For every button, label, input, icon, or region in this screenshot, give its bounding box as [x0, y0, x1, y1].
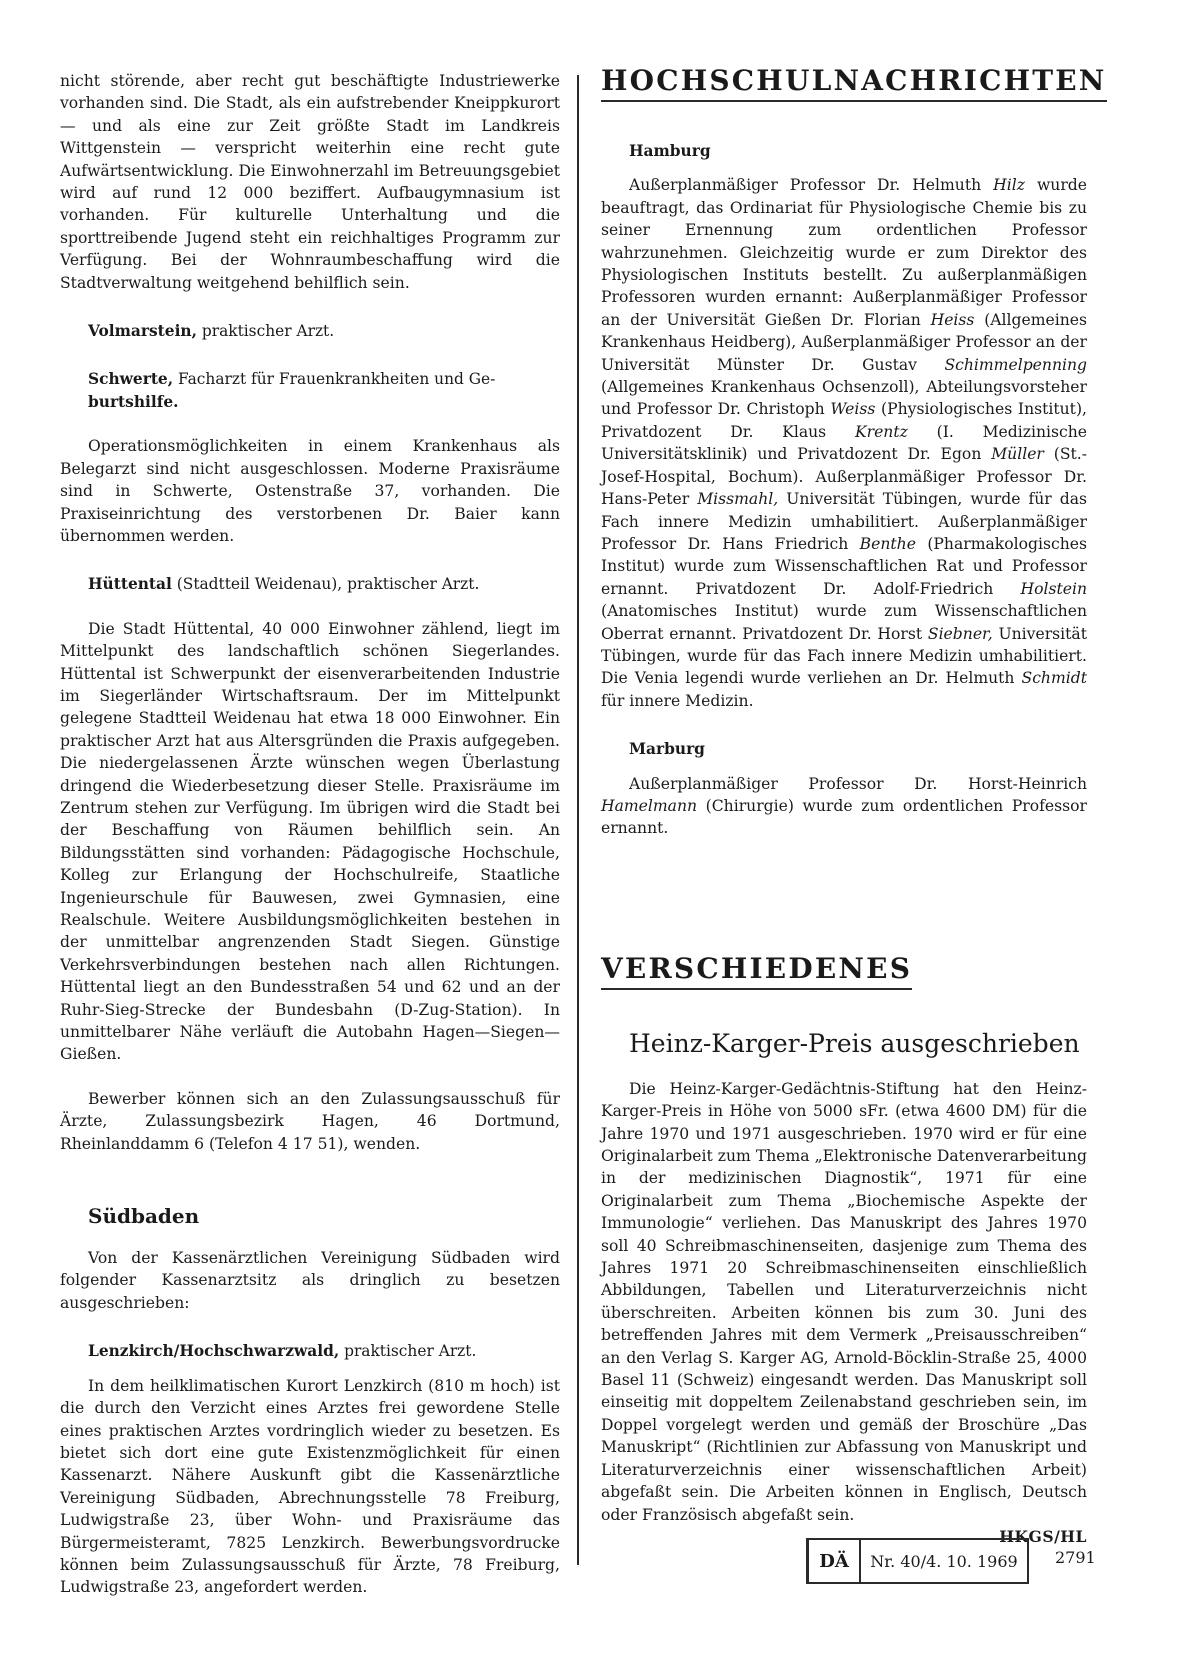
signature: HKGS/HL: [999, 1526, 1087, 1546]
paragraph-suedbaden: Von der Kassenärztlichen Vereinigung Südbaden wird folgender Kassenarztsitz als dringlich zu besetzen ausgeschrieben:: [60, 1249, 560, 1312]
person-name: Siebner,: [927, 624, 993, 643]
page-number: 2791: [1055, 1548, 1096, 1567]
person-name: Holstein: [1020, 579, 1087, 598]
person-name: Müller: [991, 445, 1044, 464]
journal-logo: DÄ: [806, 1540, 861, 1582]
person-name: Benthe: [859, 534, 916, 553]
paragraph-lenzkirch: In dem heilklimatischen Kurort Lenzkirch (810 m hoch) ist die durch den Verzicht eines Arztes frei gewordene Stelle eines praktischen Arztes vordringlich wieder zu besetzen. Es bietet sich dort eine gute Existenzmöglichkeit für einen Kassenarzt. Nähere Auskunft gibt die Kassenärztliche Vereinigung Südbaden, Abrechnungsstelle 78 Freiburg, Ludwigstraße 23, über Wohn- und Praxisräume das Bürgermeisteramt, 7825 Lenzkirch. Bewerbungsvordrucke können beim Zulassungsausschuß für Ärzte, 78 Freiburg, Ludwigstraße 23, angefordert werden.: [60, 1376, 560, 1597]
listing-detail-cont: burtshilfe.: [88, 392, 179, 411]
footer-box: [806, 1538, 1029, 1584]
article-body: Die Heinz-Karger-Gedächtnis-Stiftung hat den Heinz-Karger-Preis in Höhe von 5000 sFr. (etwa 4600 DM) für die Jahre 1970 und 1971 ausgeschrieben. 1970 wird er für eine Originalarbeit zum Thema „Elektronische Datenverarbeitung in der medizinischen Diagnostik“, 1971 für eine Originalarbeit zum Thema „Biochemische Aspekte der Immunologie“ verliehen. Das Manuskript des Jahres 1970 soll 40 Schreibmaschinenseiten, dasjenige zum Thema des Jahres 1971 20 Schreibmaschinenseiten einschließlich Abbildungen, Tabellen und Literaturverzeichnis nicht überschreiten. Arbeiten können bis zum 30. Juni des betreffenden Jahres mit dem Vermerk „Preisausschreiben“ an den Verlag S. Karger AG, Arnold-Böcklin-Straße 25, 4000 Basel 11 (Schweiz) eingesandt werden. Das Manuskript soll einseitig mit doppeltem Zeilenabstand geschrieben sein, im Doppel vorgelegt werden und gemäß der Broschüre „Das Manuskript“ (Richtlinien zur Abfassung von Manuskript und Literaturverzeichnis einer wissenschaftlichen Arbeit) abgefaßt sein. Die Arbeiten können in Englisch, Deutsch oder Französisch abgefaßt sein.: [601, 1079, 1087, 1524]
place-name: Hüttental: [88, 575, 172, 594]
left-column: [60, 70, 560, 1599]
section-title-hochschulnachrichten: HOCHSCHULNACHRICHTEN: [601, 64, 1107, 102]
person-name: Heiss: [930, 310, 975, 329]
listing-huettental: [60, 573, 560, 595]
heading-suedbaden: Südbaden: [88, 1204, 200, 1229]
place-name: Volmarstein,: [88, 322, 197, 341]
paragraph-schwerte: Operationsmöglichkeiten in einem Krankenhaus als Belegarzt sind nicht ausgeschlossen. Moderne Praxisräume sind in Schwerte, Ostenstraße 37, vorhanden. Die Praxiseinrichtung des verstorbenen Dr. Baier kann übernommen werden.: [60, 437, 560, 545]
person-name: Missmahl,: [697, 490, 779, 509]
person-name: Krentz: [854, 422, 908, 441]
column-divider: [577, 75, 579, 1565]
listing-detail: praktischer Arzt.: [196, 322, 335, 341]
paragraph-hamburg: Außerplanmäßiger Professor Dr. Helmuth Hilz wurde beauftragt, das Ordinariat für Physiologische Chemie bis zu seiner Ernennung zum ordentlichen Professor wahrzunehmen. Gleichzeitig wurde er zum Direktor des Physiologischen Instituts bestellt. Zu außerplanmäßigen Professoren wurden ernannt: Außerplanmäßiger Professor an der Universität Gießen Dr. Florian Heiss (Allgemeines Krankenhaus Heidberg), Außerplanmäßiger Professor an der Universität Münster Dr. Gustav Schimmelpenning (Allgemeines Krankenhaus Ochsenzoll), Abteilungsvorsteher und Professor Dr. Christoph Weiss (Physiologisches Institut), Privatdozent Dr. Klaus Krentz (I. Medizinische Universitätsklinik) und Privatdozent Dr. Egon Müller (St.-Josef-Hospital, Bochum). Außerplanmäßiger Professor Dr. Hans-Peter Missmahl, Universität Tübingen, wurde für das Fach innere Medizin umhabilitiert. Außerplanmäßiger Professor Dr. Hans Friedrich Benthe (Pharmakologisches Institut) wurde zum Wissenschaftlichen Rat und Professor ernannt. Privatdozent Dr. Adolf-Friedrich Holstein (Anatomisches Institut) wurde zum Wissenschaftlichen Oberrat ernannt. Privatdozent Dr. Horst Siebner, Universität Tübingen, wurde für das Fach innere Medizin umhabilitiert. Die Venia legendi wurde verliehen an Dr. Helmuth Schmidt für innere Medizin.: [601, 176, 1088, 710]
section-title-verschiedenes: VERSCHIEDENES: [601, 952, 912, 990]
listing-detail: praktischer Arzt.: [339, 1342, 477, 1361]
person-name: Schmidt: [1021, 669, 1087, 688]
issue-info: Nr. 40/4. 10. 1969: [870, 1551, 1018, 1571]
listing-schwerte: Schwerte, Facharzt für Frauenkrankheiten und Ge- burtshilfe.: [88, 370, 496, 411]
listing-volmarstein: [60, 320, 560, 342]
paragraph-intro: nicht störende, aber recht gut beschäftigte Industriewerke vorhanden sind. Die Stadt, als ein aufstrebender Kneippkurort — und als eine zur Zeit größte Stadt im Landkreis Wittgenstein — verspricht weiterhin eine recht gute Aufwärtsentwicklung. Die Einwohnerzahl im Betreuungsgebiet wird auf rund 12 000 beziffert. Aufbaugymnasium ist vorhanden. Für kulturelle Unterhaltung und die sporttreibende Jugend steht ein reichhaltiges Programm zur Verfügung. Bei der Wohnraumbeschaffung wird die Stadtverwaltung weitgehend behilflich sein.: [60, 72, 560, 292]
paragraph-bewerber: Bewerber können sich an den Zulassungsausschuß für Ärzte, Zulassungsbezirk Hagen, 46 Dortmund, Rheinlanddamm 6 (Telefon 4 17 51), wenden.: [60, 1089, 560, 1153]
paragraph-huettental: Die Stadt Hüttental, 40 000 Einwohner zählend, liegt im Mittelpunkt des landschaftlich schönen Siegerlandes. Hüttental ist Schwerpunkt der eisenverarbeitenden Industrie im Siegerländer Wirtschaftsraum. Der im Mittelpunkt gelegene Stadtteil Weidenau hat etwa 18 000 Einwohner. Ein praktischer Arzt hat aus Altersgründen die Praxis aufgegeben. Die niedergelassenen Ärzte wünschen wegen Überlastung dringend die Wiederbesetzung dieser Stelle. Praxisräume im Zentrum stehen zur Verfügung. Im übrigen wird die Stadt bei der Beschaffung von Räumen behilflich sein. An Bildungsstätten sind vorhanden: Pädagogische Hochschule, Kolleg zur Erlangung der Hochschulreife, Staatliche Ingenieurschule für Bauwesen, zwei Gymnasien, eine Realschule. Weitere Ausbildungsmöglichkeiten bestehen in der unmittelbar angrenzenden Stadt Siegen. Günstige Verkehrsverbindungen bestehen nach allen Richtungen. Hüttental liegt an den Bundesstraßen 54 und 62 und an der Ruhr-Sieg-Strecke der Bundesbahn (D-Zug-Station). In unmittelbarer Nähe verläuft die Autobahn Hagen—Siegen—Gießen.: [60, 619, 560, 1064]
heading-hamburg: Hamburg: [629, 142, 711, 160]
place-name: Lenzkirch/Hochschwarzwald,: [88, 1342, 340, 1361]
article-title: Heinz-Karger-Preis ausgeschrieben: [629, 1028, 1080, 1058]
person-name: Hilz: [993, 176, 1025, 195]
person-name: Schimmelpenning: [944, 355, 1087, 374]
listing-lenzkirch: [60, 1340, 560, 1362]
right-column: [601, 64, 1107, 1548]
person-name: Weiss: [830, 400, 876, 419]
heading-marburg: Marburg: [629, 740, 705, 759]
place-name: Schwerte,: [88, 370, 174, 389]
person-name: Hamelmann: [601, 796, 698, 815]
listing-detail: Facharzt für Frauenkrankheiten und Ge: [173, 370, 491, 389]
paragraph-marburg: Außerplanmäßiger Professor Dr. Horst-Heinrich Hamelmann (Chirurgie) wurde zum ordentlichen Professor ernannt.: [601, 774, 1087, 838]
listing-detail: (Stadtteil Weidenau), praktischer Arzt.: [171, 575, 480, 594]
